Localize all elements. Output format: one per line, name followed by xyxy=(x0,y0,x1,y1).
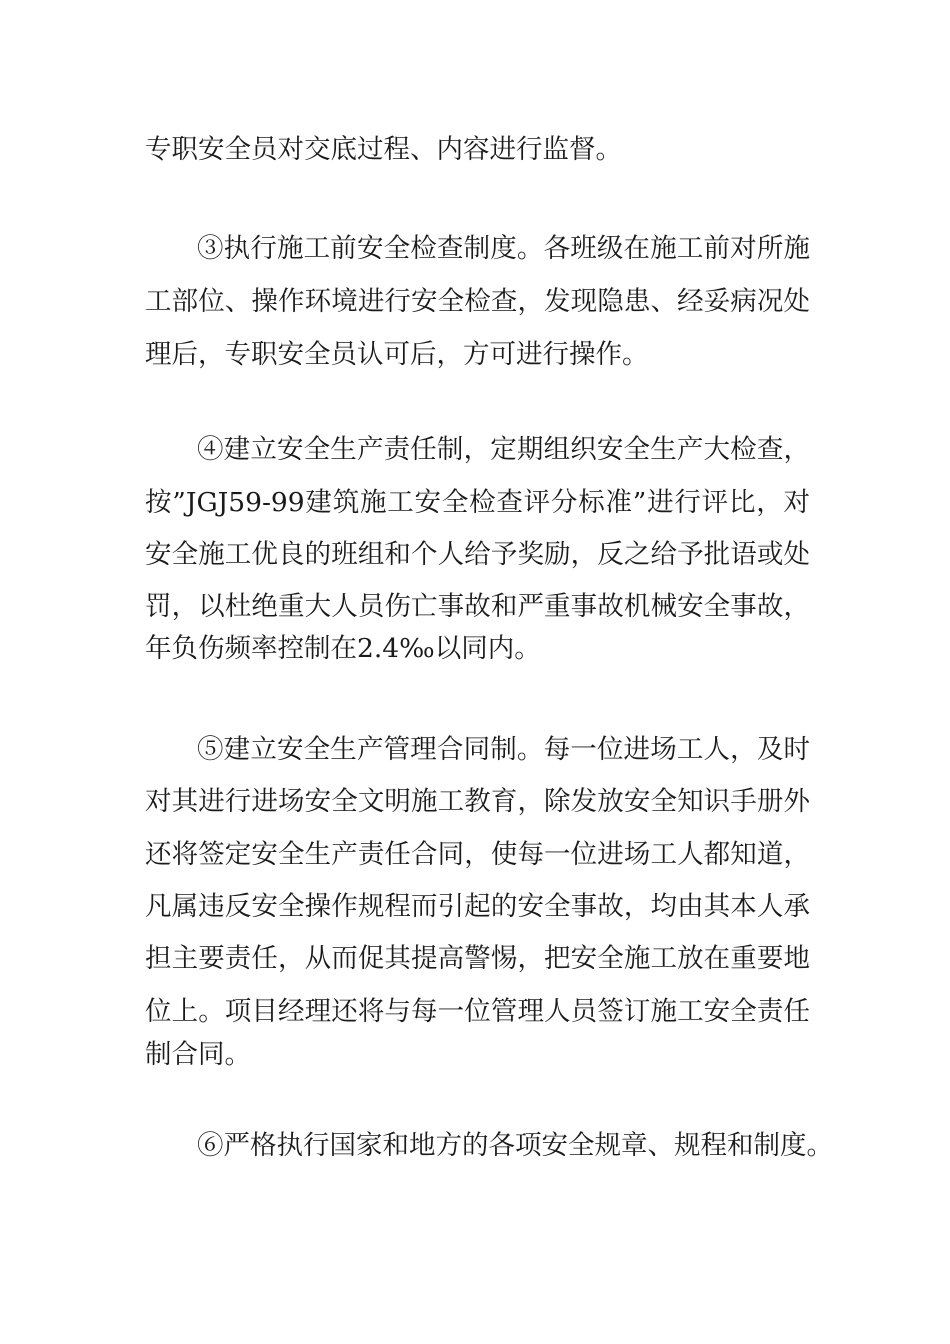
paragraph-1-line-1: 专职安全员对交底过程、内容进行监督。 xyxy=(145,134,622,165)
paragraph-3-line-2: 按”JGJ59-99建筑施工安全检查评分标准”进行评比，对 xyxy=(145,487,810,518)
paragraph-2-line-3: 理后，专职安全员认可后，方可进行操作。 xyxy=(145,339,649,370)
paragraph-4-line-4: 凡属违反安全操作规程而引起的安全事故，均由其本人承 xyxy=(145,891,810,922)
paragraph-4-line-3: 还将签定安全生产责任合同，使每一位进场工人都知道， xyxy=(145,839,810,870)
paragraph-2-line-2: 工部位、操作环境进行安全检查，发现隐患、经妥病况处 xyxy=(145,286,810,317)
paragraph-4-line-6: 位上。项目经理还将与每一位管理人员签订施工安全责任 xyxy=(145,996,810,1027)
paragraph-4-line-1: ⑤建立安全生产管理合同制。每一位进场工人，及时 xyxy=(197,734,810,765)
paragraph-5-line-1: ⑥严格执行国家和地方的各项安全规章、规程和制度。 xyxy=(197,1130,833,1161)
paragraph-3-line-5: 年负伤频率控制在2.4‰以同内。 xyxy=(145,633,541,664)
paragraph-2-line-1: ③执行施工前安全检查制度。各班级在施工前对所施 xyxy=(197,233,810,264)
paragraph-3-line-1: ④建立安全生产责任制，定期组织安全生产大检查， xyxy=(197,434,810,465)
paragraph-4-line-7: 制合同。 xyxy=(145,1039,251,1070)
paragraph-4-line-2: 对其进行进场安全文明施工教育，除发放安全知识手册外 xyxy=(145,786,810,817)
paragraph-3-line-3: 安全施工优良的班组和个人给予奖励，反之给予批语或处 xyxy=(145,539,810,570)
paragraph-4-line-5: 担主要责任，从而促其提高警惕，把安全施工放在重要地 xyxy=(145,943,810,974)
paragraph-3-line-4: 罚，以杜绝重大人员伤亡事故和严重事故机械安全事故， xyxy=(145,591,810,622)
